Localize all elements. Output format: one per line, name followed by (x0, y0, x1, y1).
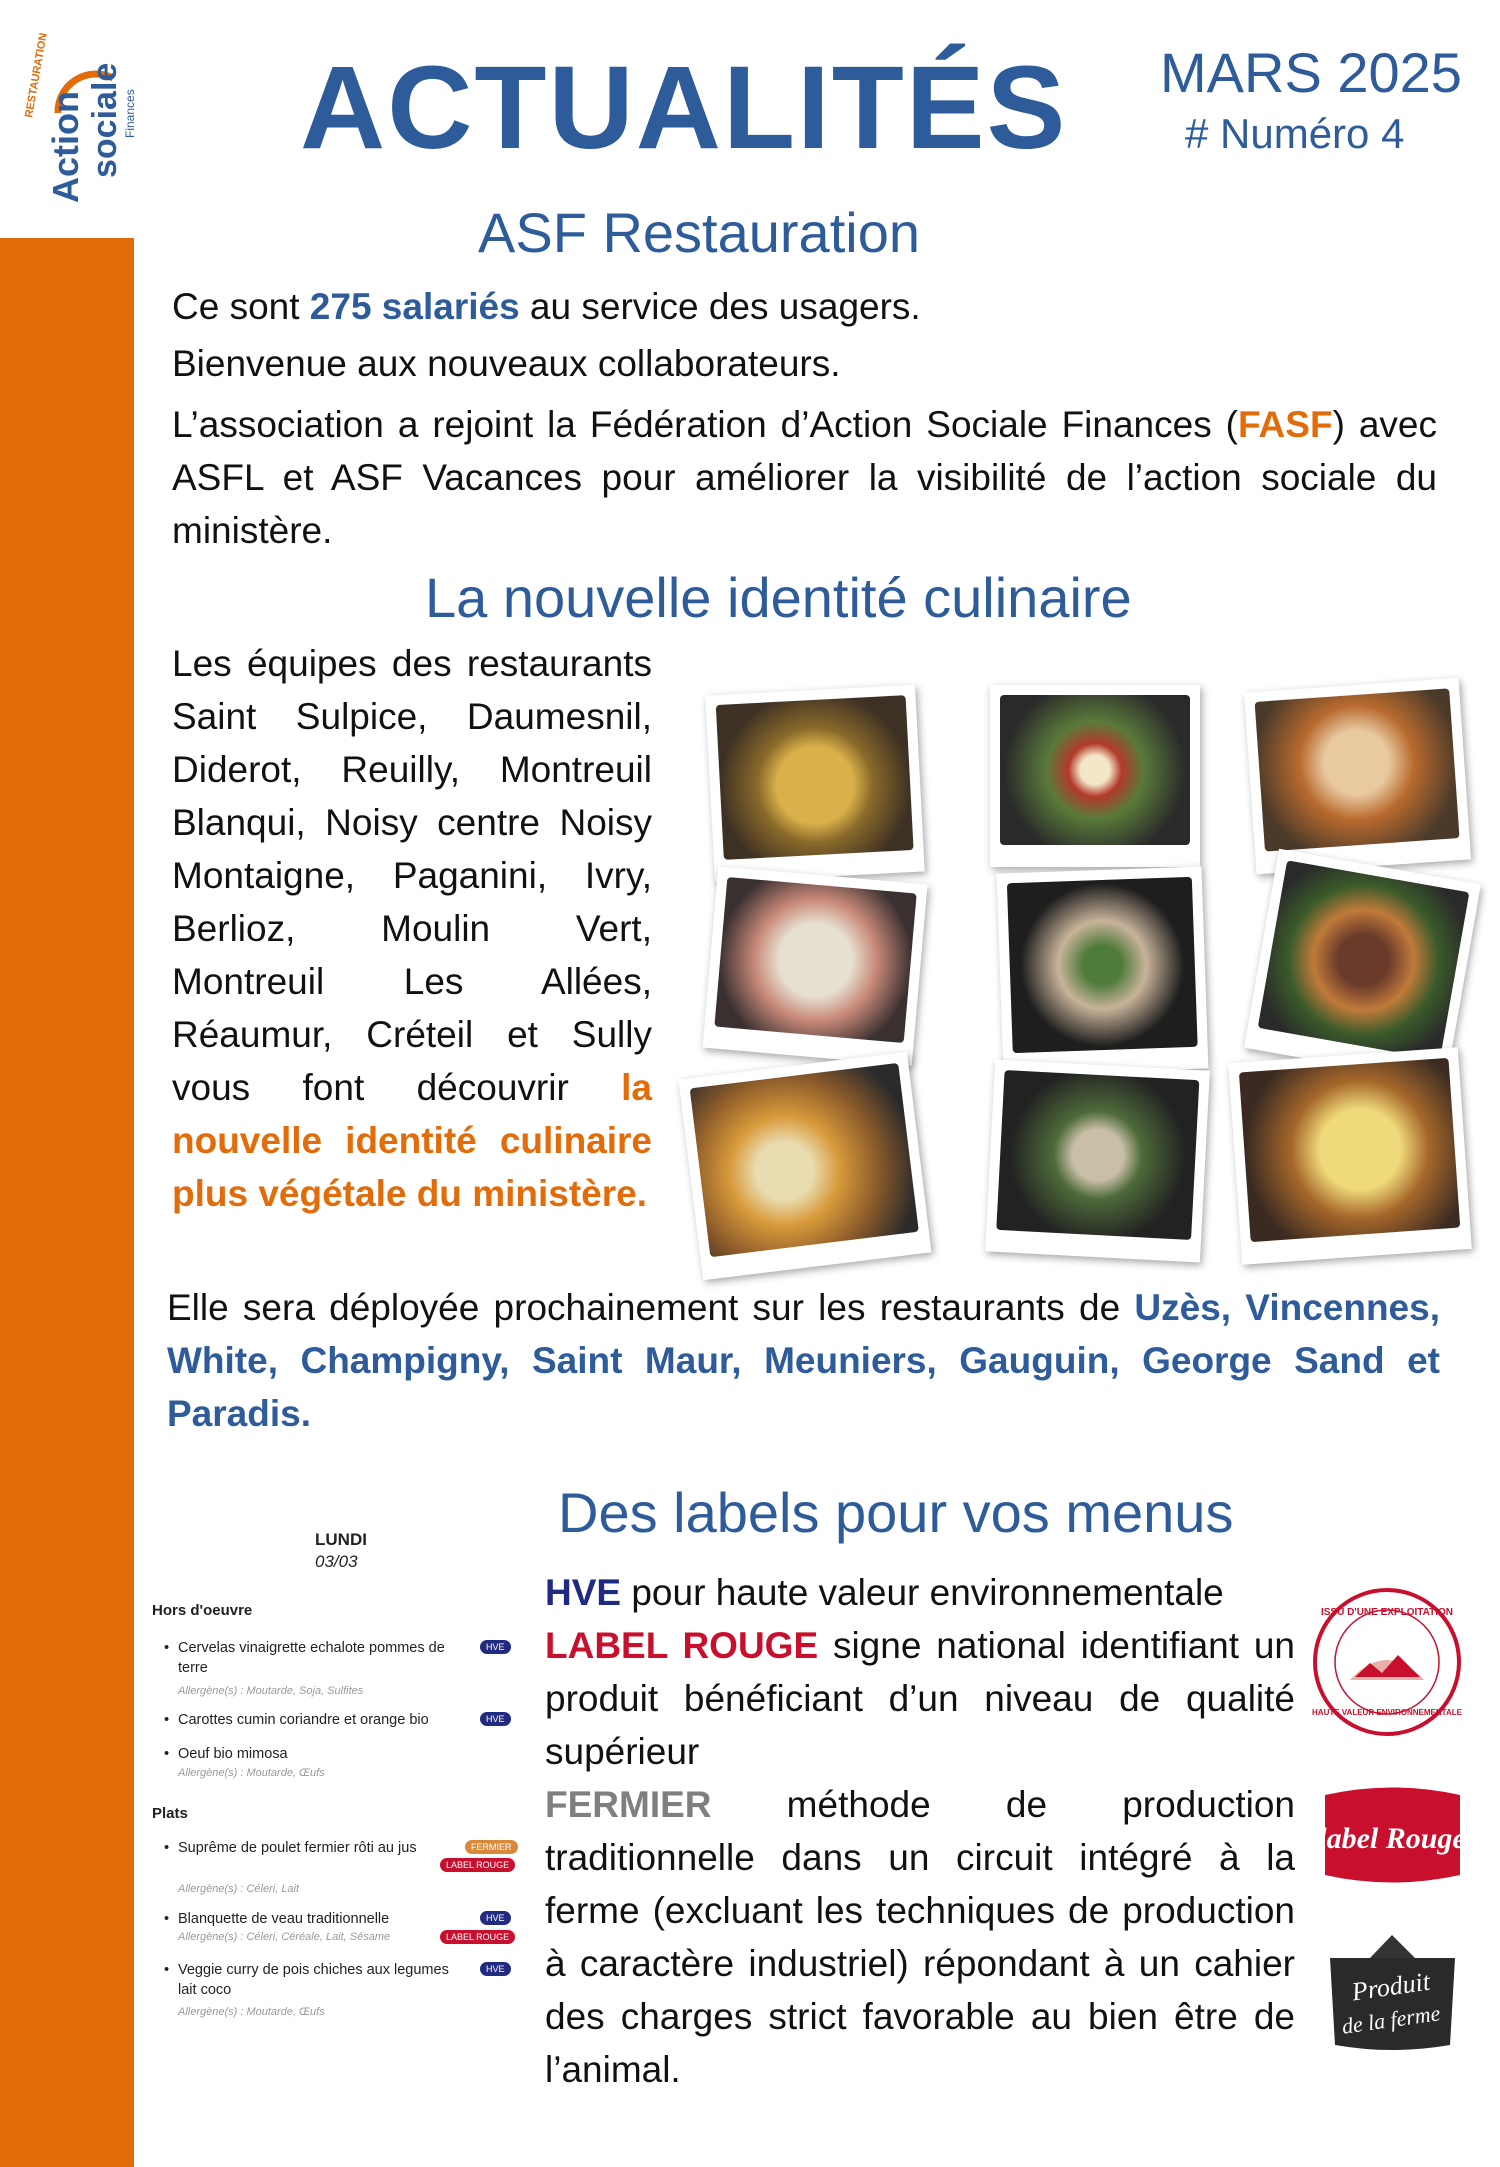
issue-number: # Numéro 4 (1185, 110, 1405, 157)
svg-text:HAUTE VALEUR ENVIRONNEMENTALE: HAUTE VALEUR ENVIRONNEMENTALE (1312, 1708, 1462, 1717)
label-rouge-tag: LABEL ROUGE (440, 1930, 515, 1944)
food-photo (1228, 1047, 1472, 1265)
restaurants-paragraph: Les équipes des restaurants Saint Sulpice, Daumesnil, Diderot, Reuilly, Montreuil Blanqui, Noisy centre Noisy Montaigne, Paganini, Ivry, Berlioz, Moulin Vert, Montreuil Les Allées, Réaumur, Créteil et Sully vous font découvrir la nouvelle identité culinaire plus végétale du ministère. (172, 643, 652, 1214)
menu-allergen: Allergène(s) : Moutarde, Soja, Sulfites (178, 1685, 364, 1697)
label-rouge-tag: LABEL ROUGE (440, 1858, 515, 1872)
menu-allergen: Allergène(s) : Céleri, Lait (178, 1883, 300, 1895)
menu-item: • Oeuf bio mimosa (164, 1746, 288, 1762)
menu-category: Plats (152, 1805, 188, 1822)
section-title-asf-restauration: ASF Restauration (478, 201, 920, 264)
menu-day: LUNDI (315, 1530, 367, 1549)
food-photo (985, 1060, 1210, 1263)
svg-text:Produit: Produit (1349, 1966, 1432, 2007)
food-photo (705, 685, 924, 883)
menu-item: • Carottes cumin coriandre et orange bio (164, 1712, 429, 1728)
menu-allergen: Allergène(s) : Moutarde, Œufs (178, 2006, 325, 2018)
food-photo (997, 866, 1209, 1075)
hve-tag: HVE (480, 1640, 511, 1654)
food-photo (1244, 678, 1471, 875)
svg-text:Action: Action (45, 91, 86, 203)
side-bar (0, 238, 134, 2167)
fermier-definition: FERMIER méthode de production traditionnelle dans un circuit intégré à la ferme (excluant les techniques de production à caractère industriel) répondant à un cahier des charges strict favorable au bien être de l’animal. (545, 1784, 1295, 2090)
food-photo (990, 685, 1200, 867)
food-photo (679, 1052, 932, 1281)
svg-text:ISSU D'UNE EXPLOITATION: ISSU D'UNE EXPLOITATION (1320, 1607, 1454, 1618)
food-photo-collage (690, 680, 1480, 1250)
menu-item: • Suprême de poulet fermier rôti au jus (164, 1840, 417, 1856)
menu-sample (150, 1530, 530, 2030)
deployment-paragraph: Elle sera déployée prochainement sur les restaurants de Uzès, Vincennes, White, Champigny, Saint Maur, Meuniers, Gauguin, George Sand et Paradis. (167, 1287, 1440, 1434)
svg-text:de la ferme: de la ferme (1340, 2000, 1442, 2039)
hve-tag: HVE (480, 1962, 511, 1976)
label-rouge-definition: LABEL ROUGE signe national identifiant un produit bénéficiant d’un niveau de qualité supérieur (545, 1625, 1295, 1772)
welcome-line: Bienvenue aux nouveaux collaborateurs. (172, 343, 841, 384)
salaries-line: Ce sont 275 salariés au service des usagers. (172, 286, 921, 327)
svg-text:label Rouge: label Rouge (1320, 1822, 1465, 1855)
issue-date: MARS 2025 (1160, 41, 1462, 104)
svg-text:Finances: Finances (123, 89, 137, 138)
food-photo (702, 866, 927, 1066)
menu-category: Hors d'oeuvre (152, 1602, 253, 1619)
menu-item: • Blanquette de veau traditionnelle (164, 1911, 390, 1927)
section1-body (172, 280, 1437, 557)
menu-allergen: Allergène(s) : Céleri, Céréale, Lait, Sésame (178, 1931, 391, 1943)
menu-date: 03/03 (315, 1552, 358, 1571)
hve-badge (1310, 1585, 1465, 1740)
label-rouge-badge (1320, 1780, 1465, 1890)
hve-definition: HVE pour haute valeur environnementale (545, 1572, 1224, 1613)
page-title: ACTUALITÉS (300, 42, 1068, 174)
labels-text (545, 1566, 1295, 2096)
hve-tag: HVE (480, 1712, 511, 1726)
produit-de-la-ferme-badge (1320, 1930, 1465, 2055)
menu-item: • Cervelas vinaigrette echalote pommes de terre (164, 1640, 445, 1676)
svg-text:RESTAURATION: RESTAURATION (23, 31, 50, 119)
menu-allergen: Allergène(s) : Moutarde, Œufs (178, 1767, 325, 1779)
section-title-labels: Des labels pour vos menus (558, 1481, 1234, 1544)
menu-item: • Veggie curry de pois chiches aux legumes lait coco (164, 1962, 449, 1998)
asf-logo (18, 18, 138, 218)
hve-tag: HVE (480, 1911, 511, 1925)
svg-text:sociale: sociale (86, 62, 124, 178)
fermier-tag: FERMIER (465, 1840, 518, 1854)
fasf-paragraph: L’association a rejoint la Fédération d’Action Sociale Finances (FASF) avec ASFL et ASF Vacances pour améliorer la visibilité de l’action sociale du ministère. (172, 404, 1437, 551)
section-title-identite-culinaire: La nouvelle identité culinaire (425, 566, 1132, 629)
